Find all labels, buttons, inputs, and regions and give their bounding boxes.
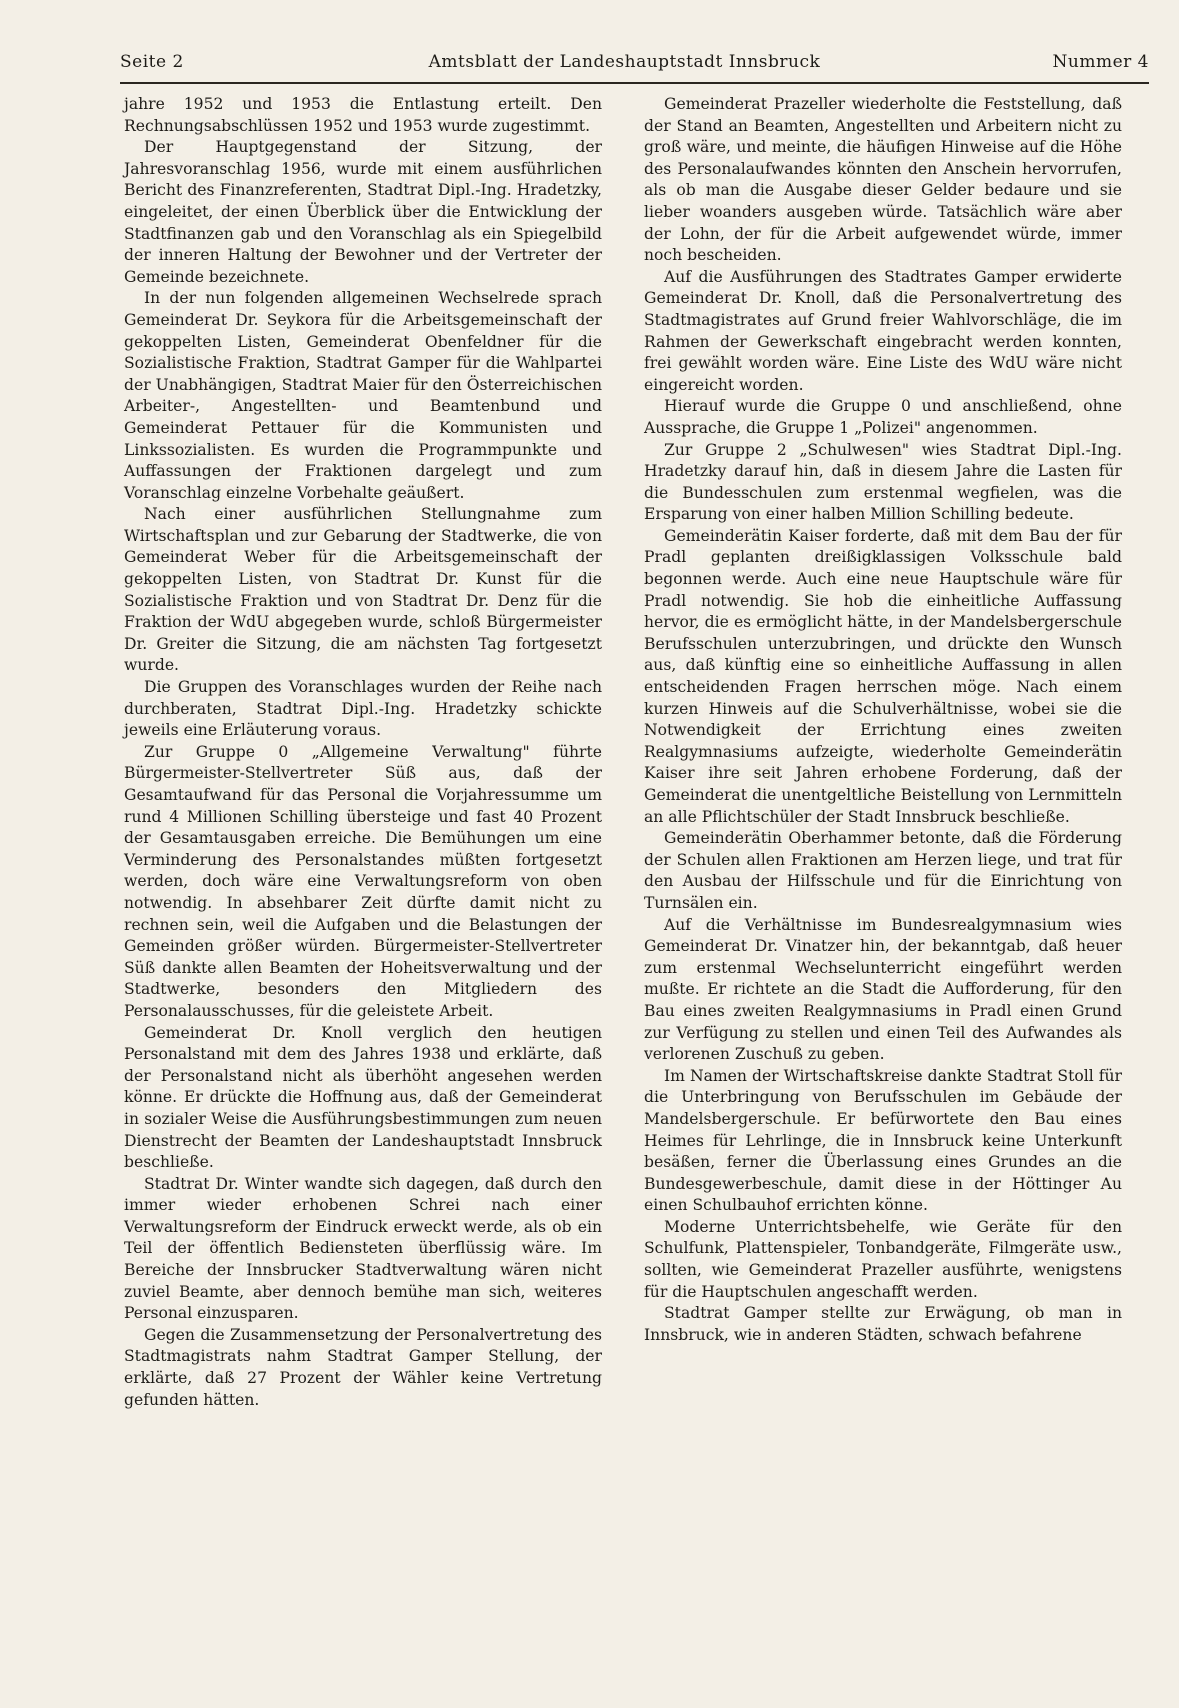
paragraph: Stadtrat Dr. Winter wandte sich dagegen, daß durch den immer wieder erhobenen Schrei nach einer Verwaltungsreform der Eindruck erweckt werde, als ob ein Teil der öffentlich Bediensteten überflüssig wäre. Im Bereiche der Innsbrucker Stadtverwaltung wären nicht zuviel Beamte, aber dennoch bemühe man sich, weiteres Personal einzusparen. xyxy=(124,1174,602,1323)
paragraph: Gemeinderat Prazeller wiederholte die Feststellung, daß der Stand an Beamten, Angestellten und Arbeitern nicht zu groß wäre, und meinte, die häufigen Hinweise auf die Höhe des Personalaufwandes könnten den Anschein hervorrufen, als ob man die Ausgabe dieser Gelder bedaure und sie lieber woanders ausgeben würde. Tatsächlich wäre aber der Lohn, der für die Arbeit aufgewendet würde, immer noch bescheiden. xyxy=(644,95,1122,265)
page-header xyxy=(120,48,1149,78)
paragraph: Gegen die Zusammensetzung der Personalvertretung des Stadtmagistrats nahm Stadtrat Gamper Stellung, der erklärte, daß 27 Prozent der Wähler keine Vertretung gefunden hätten. xyxy=(124,1325,602,1409)
paragraph: jahre 1952 und 1953 die Entlastung erteilt. Den Rechnungsabschlüssen 1952 und 1953 wurde zugestimmt. xyxy=(124,95,602,135)
paragraph: Gemeinderätin Kaiser forderte, daß mit dem Bau der für Pradl geplanten dreißigklassigen Volksschule bald begonnen werde. Auch eine neue Hauptschule wäre für Pradl notwendig. Sie hob die einheitliche Auffassung hervor, die es ermöglicht hätte, in der Mandelsbergerschule Berufsschulen unterzubringen, und drückte den Wunsch aus, daß künftig eine so einheitliche Auffassung in allen entscheidenden Fragen herrschen möge. Nach einem kurzen Hinweis auf die Schulverhältnisse, wobei sie die Notwendigkeit der Errichtung eines zweiten Realgymnasiums aufzeigte, wiederholte Gemeinderätin Kaiser ihre seit Jahren erhobene Forderung, daß der Gemeinderat die unentgeltliche Beistellung von Lernmitteln an alle Pflichtschüler der Stadt Innsbruck beschließe. xyxy=(644,526,1122,826)
paragraph: Nach einer ausführlichen Stellungnahme zum Wirtschaftsplan und zur Gebarung der Stadtwerke, die von Gemeinderat Weber für die Arbeitsgemeinschaft der gekoppelten Listen, von Stadtrat Dr. Kunst für die Sozialistische Fraktion und von Stadtrat Dr. Denz für die Fraktion der WdU abgegeben wurde, schloß Bürgermeister Dr. Greiter die Sitzung, die am nächsten Tag fortgesetzt wurde. xyxy=(124,505,602,675)
paragraph: Zur Gruppe 0 „Allgemeine Verwaltung" führte Bürgermeister-Stellvertreter Süß aus, daß der Gesamtaufwand für das Personal die Vorjahressumme um rund 4 Millionen Schilling übersteige und fast 40 Prozent der Gesamtausgaben erreiche. Die Bemühungen um eine Verminderung des Personalstandes müßten fortgesetzt werden, doch wäre eine Verwaltungsreform von oben notwendig. In absehbarer Zeit dürfte damit nicht zu rechnen sein, weil die Aufgaben und die Belastungen der Gemeinden größer würden. Bürgermeister-Stellvertreter Süß dankte allen Beamten der Hoheitsverwaltung und der Stadtwerke, besonders den Mitgliedern des Personalausschusses, für die geleistete Arbeit. xyxy=(124,742,602,1020)
publication-title: Amtsblatt der Landeshauptstadt Innsbruck xyxy=(428,52,821,72)
right-column xyxy=(644,94,1122,1346)
paragraph: Gemeinderat Dr. Knoll verglich den heutigen Personalstand mit dem des Jahres 1938 und erklärte, daß der Personalstand nicht als überhöht angesehen werden könne. Er drückte die Hoffnung aus, daß der Gemeinderat in sozialer Weise die Ausführungsbestimmungen zum neuen Dienstrecht der Beamten der Landeshauptstadt Innsbruck beschließe. xyxy=(124,1023,602,1172)
paragraph: Im Namen der Wirtschaftskreise dankte Stadtrat Stoll für die Unterbringung von Berufsschulen im Gebäude der Mandelsbergerschule. Er befürwortete den Bau eines Heimes für Lehrlinge, die in Innsbruck keine Unterkunft besäßen, ferner die Überlassung eines Grundes an die Bundesgewerbeschule, damit diese in der Höttinger Au einen Schulbauhof errichten könne. xyxy=(644,1066,1122,1215)
paragraph: Stadtrat Gamper stellte zur Erwägung, ob man in Innsbruck, wie in anderen Städten, schwach befahrene xyxy=(644,1304,1122,1344)
paragraph: In der nun folgenden allgemeinen Wechselrede sprach Gemeinderat Dr. Seykora für die Arbeitsgemeinschaft der gekoppelten Listen, Gemeinderat Obenfeldner für die Sozialistische Fraktion, Stadtrat Gamper für die Wahlpartei der Unabhängigen, Stadtrat Maier für den Österreichischen Arbeiter-, Angestellten- und Beamtenbund und Gemeinderat Pettauer für die Kommunisten und Linkssozialisten. Es wurden die Programmpunkte und Auffassungen der Fraktionen dargelegt und zum Voranschlag einzelne Vorbehalte geäußert. xyxy=(124,289,602,502)
page-number: Seite 2 xyxy=(120,52,184,72)
paragraph: Auf die Verhältnisse im Bundesrealgymnasium wies Gemeinderat Dr. Vinatzer hin, der bekanntgab, daß heuer zum erstenmal Wechselunterricht eingeführt werden mußte. Er richtete an die Stadt die Aufforderung, für den Bau eines zweiten Realgymnasiums in Pradl einen Grund zur Verfügung zu stellen und einen Teil des Aufwandes als verlorenen Zuschuß zu geben. xyxy=(644,915,1122,1064)
paragraph: Hierauf wurde die Gruppe 0 und anschließend, ohne Aussprache, die Gruppe 1 „Polizei" angenommen. xyxy=(644,397,1122,437)
header-rule xyxy=(120,82,1149,84)
paragraph: Die Gruppen des Voranschlages wurden der Reihe nach durchberaten, Stadtrat Dipl.-Ing. Hradetzky schickte jeweils eine Erläuterung voraus. xyxy=(124,678,602,740)
paragraph: Der Hauptgegenstand der Sitzung, der Jahresvoranschlag 1956, wurde mit einem ausführlichen Bericht des Finanzreferenten, Stadtrat Dipl.-Ing. Hradetzky, eingeleitet, der einen Überblick über die Entwicklung der Stadtfinanzen gab und den Voranschlag als ein Spiegelbild der inneren Haltung der Bewohner und der Vertreter der Gemeinde bezeichnete. xyxy=(124,138,602,286)
paragraph: Zur Gruppe 2 „Schulwesen" wies Stadtrat Dipl.-Ing. Hradetzky darauf hin, daß in diesem Jahre die Lasten für die Bundesschulen zum erstenmal wegfielen, was die Ersparung von einer halben Million Schilling bedeute. xyxy=(644,440,1122,524)
left-column xyxy=(124,94,602,1411)
paragraph: Moderne Unterrichtsbehelfe, wie Geräte für den Schulfunk, Plattenspieler, Tonbandgeräte, Filmgeräte usw., sollten, wie Gemeinderat Prazeller ausführte, wenigstens für die Hauptschulen angeschafft werden. xyxy=(644,1217,1122,1301)
paragraph: Gemeinderätin Oberhammer betonte, daß die Förderung der Schulen allen Fraktionen am Herzen liege, und trat für den Ausbau der Hilfsschule und für die Einrichtung von Turnsälen ein. xyxy=(644,829,1122,912)
issue-number: Nummer 4 xyxy=(1052,52,1149,72)
paragraph: Auf die Ausführungen des Stadtrates Gamper erwiderte Gemeinderat Dr. Knoll, daß die Personalvertretung des Stadtmagistrates auf Grund freier Wahlvorschläge, die im Rahmen der Gewerkschaft eingebracht werden konnten, frei gewählt worden wäre. Eine Liste des WdU wäre nicht eingereicht worden. xyxy=(644,267,1122,394)
